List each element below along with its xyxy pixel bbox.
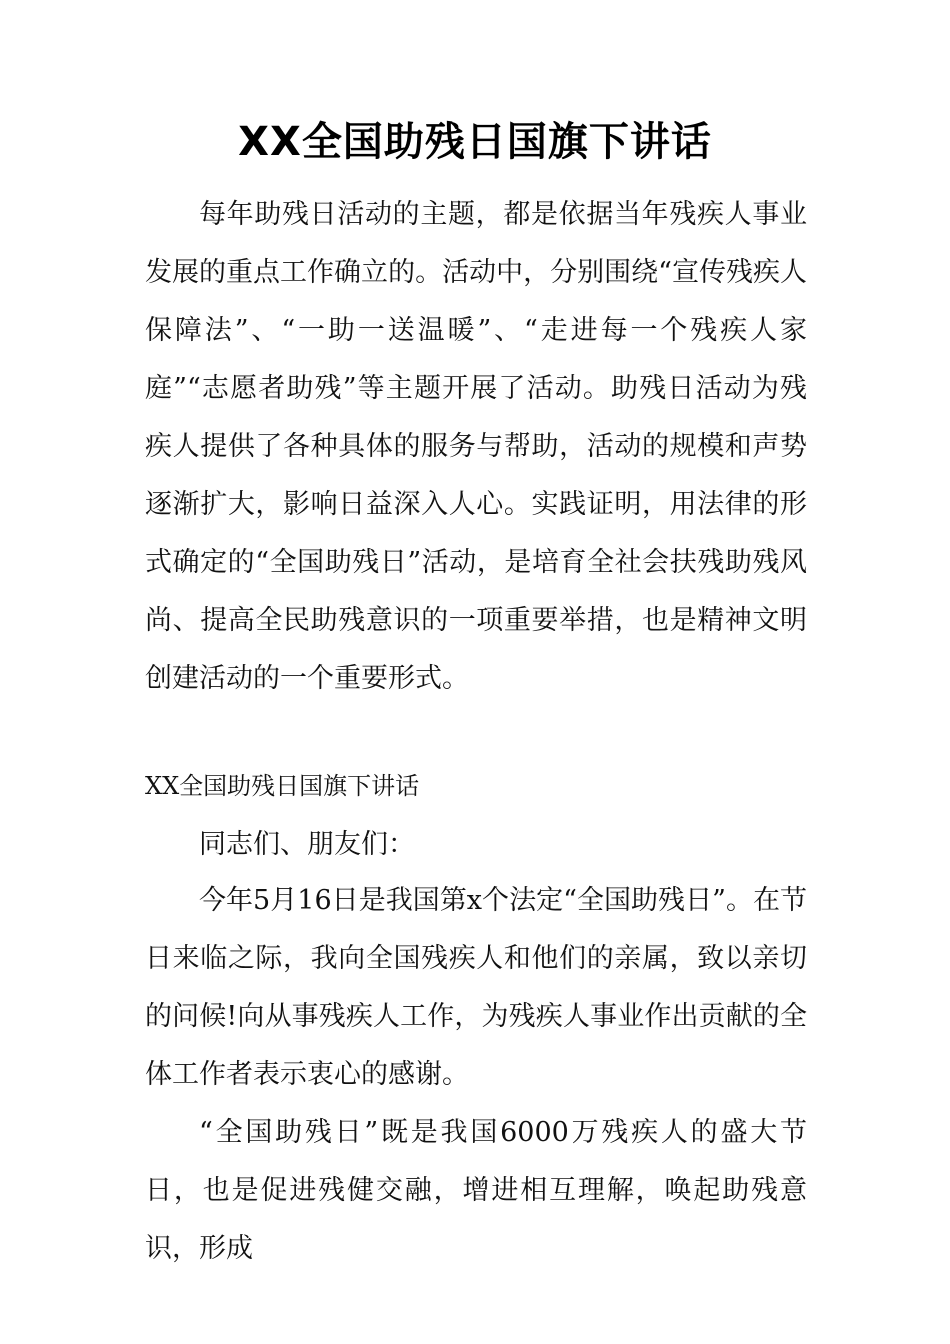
section-heading: XX全国助残日国旗下讲话 xyxy=(145,772,420,800)
greeting-line: 同志们、朋友们： xyxy=(199,829,415,860)
speech-paragraph-1: 今年5月16日是我国第x个法定“全国助残日”。在节日来临之际，我向全国残疾人和他们的亲属，致以亲切的问候!向从事残疾人工作，为残疾人事业作出贡献的全体工作者表示衷心的感谢。 xyxy=(145,885,807,1090)
document-title: XX全国助残日国旗下讲话 xyxy=(238,119,712,165)
speech-paragraph-2: “全国助残日”既是我国6000万残疾人的盛大节日，也是促进残健交融，增进相互理解，唤起助残意识，形成 xyxy=(145,1117,807,1264)
intro-paragraph: 每年助残日活动的主题，都是依据当年残疾人事业发展的重点工作确立的。活动中，分别围绕“宣传残疾人保障法”、“一助一送温暖”、“走进每一个残疾人家庭”“志愿者助残”等主题开展了活动。助残日活动为残疾人提供了各种具体的服务与帮助，活动的规模和声势逐渐扩大，影响日益深入人心。实践证明，用法律的形式确定的“全国助残日”活动，是培育全社会扶残助残风尚、提高全民助残意识的一项重要举措，也是精神文明创建活动的一个重要形式。 xyxy=(145,199,807,694)
